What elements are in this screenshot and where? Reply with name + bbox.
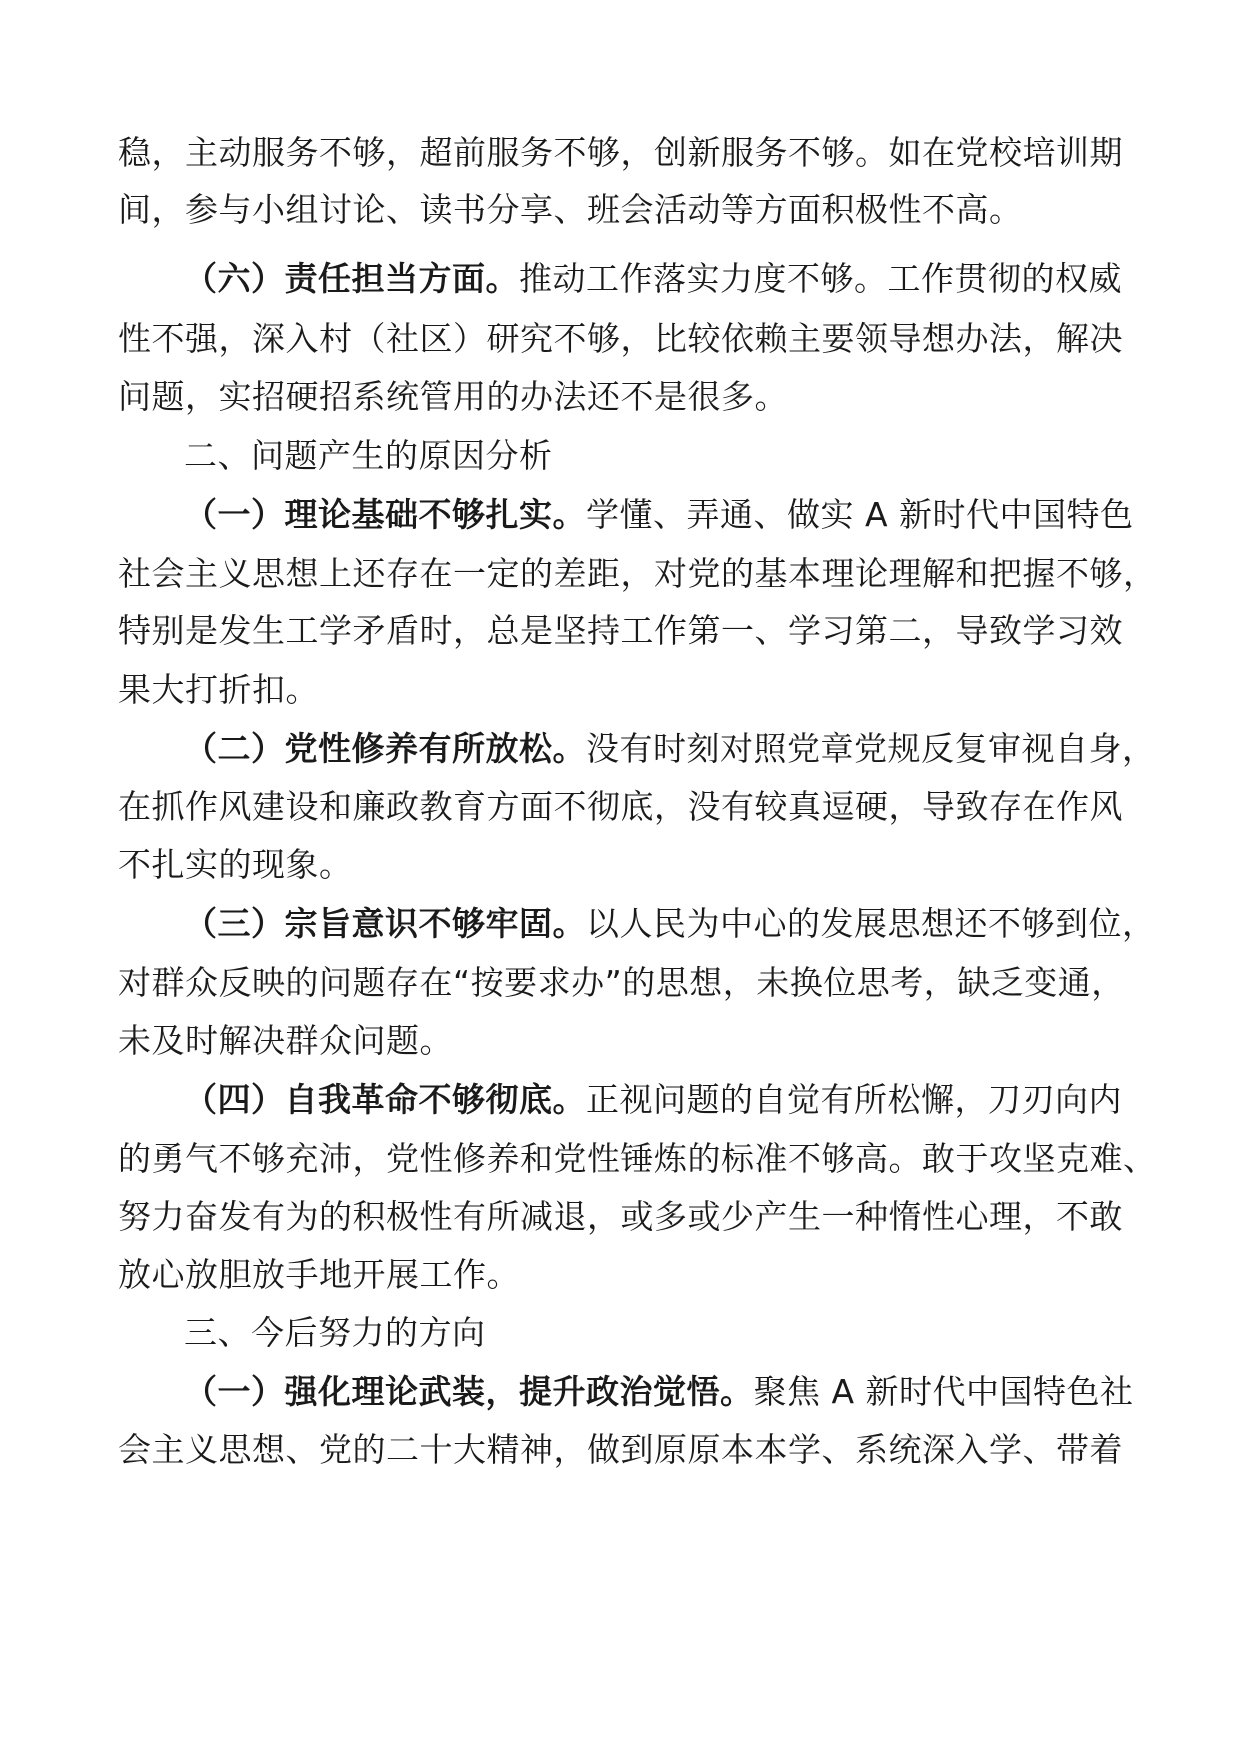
line-text: 社会主义思想上还存在一定的差距，对党的基本理论理解和把握不够， [118, 554, 1157, 593]
line-text: 努力奋发有为的积极性有所减退，或多或少产生一种惰性心理，不敢 [118, 1197, 1123, 1236]
line-text: 没有时刻对照党章党规反复审视自身， [586, 729, 1156, 768]
line-text: 对群众反映的问题存在“按要求办”的思想，未换位思考，缺乏变通， [118, 963, 1125, 1002]
line-text: 正视问题的自觉有所松懈，刀刃向内 [586, 1080, 1122, 1119]
line-text: 学懂、弄通、做实 A 新时代中国特色 [586, 495, 1134, 534]
paragraph-heading: （三）宗旨意识不够牢固。 [184, 904, 586, 943]
line-text: 放心放胆放手地开展工作。 [118, 1255, 520, 1294]
paragraph-heading-line [184, 899, 1156, 949]
paragraph-heading-line [184, 254, 1122, 304]
paragraph-heading-line [184, 1075, 1122, 1125]
section-heading [184, 431, 553, 481]
text-line [118, 128, 1123, 178]
line-text: 特别是发生工学矛盾时，总是坚持工作第一、学习第二，导致学习效 [118, 611, 1123, 650]
paragraph-heading: （六）责任担当方面。 [184, 259, 519, 298]
paragraph-heading-line [184, 724, 1156, 774]
text-line [118, 840, 353, 890]
section-heading [184, 1308, 486, 1358]
line-text: 不扎实的现象。 [118, 845, 353, 884]
line-text: 果大打折扣。 [118, 670, 319, 709]
text-line [118, 372, 788, 422]
paragraph-heading: （四）自我革命不够彻底。 [184, 1080, 586, 1119]
section-heading-text: 三、今后努力的方向 [184, 1313, 486, 1352]
text-line [118, 185, 1023, 235]
text-line [118, 549, 1157, 599]
line-text: 推动工作落实力度不够。工作贯彻的权威 [519, 259, 1122, 298]
text-line [118, 1192, 1123, 1242]
text-line [118, 1016, 453, 1066]
text-line [118, 1134, 1157, 1184]
text-line [118, 782, 1123, 832]
line-text: 聚焦 A 新时代中国特色社 [753, 1372, 1134, 1411]
text-line [118, 665, 319, 715]
paragraph-heading: （一）理论基础不够扎实。 [184, 495, 586, 534]
line-text: 性不强，深入村（社区）研究不够，比较依赖主要领导想办法，解决 [118, 319, 1123, 358]
text-line [118, 314, 1123, 364]
section-heading-text: 二、问题产生的原因分析 [184, 436, 553, 475]
text-line [118, 958, 1125, 1008]
paragraph-heading: （一）强化理论武装，提升政治觉悟。 [184, 1372, 754, 1411]
line-text: 间，参与小组讨论、读书分享、班会活动等方面积极性不高。 [118, 190, 1023, 229]
line-text: 在抓作风建设和廉政教育方面不彻底，没有较真逗硬，导致存在作风 [118, 787, 1123, 826]
line-text: 以人民为中心的发展思想还不够到位， [586, 904, 1156, 943]
line-text: 的勇气不够充沛，党性修养和党性锤炼的标准不够高。敢于攻坚克难、 [118, 1139, 1157, 1178]
paragraph-heading: （二）党性修养有所放松。 [184, 729, 586, 768]
text-line [118, 606, 1123, 656]
text-line [118, 1250, 520, 1300]
line-text: 问题，实招硬招系统管用的办法还不是很多。 [118, 377, 788, 416]
line-text: 会主义思想、党的二十大精神，做到原原本本学、系统深入学、带着 [118, 1430, 1123, 1469]
paragraph-heading-line [184, 490, 1134, 540]
line-text: 稳，主动服务不够，超前服务不够，创新服务不够。如在党校培训期 [118, 133, 1123, 172]
text-line [118, 1425, 1123, 1475]
paragraph-heading-line [184, 1367, 1134, 1417]
line-text: 未及时解决群众问题。 [118, 1021, 453, 1060]
